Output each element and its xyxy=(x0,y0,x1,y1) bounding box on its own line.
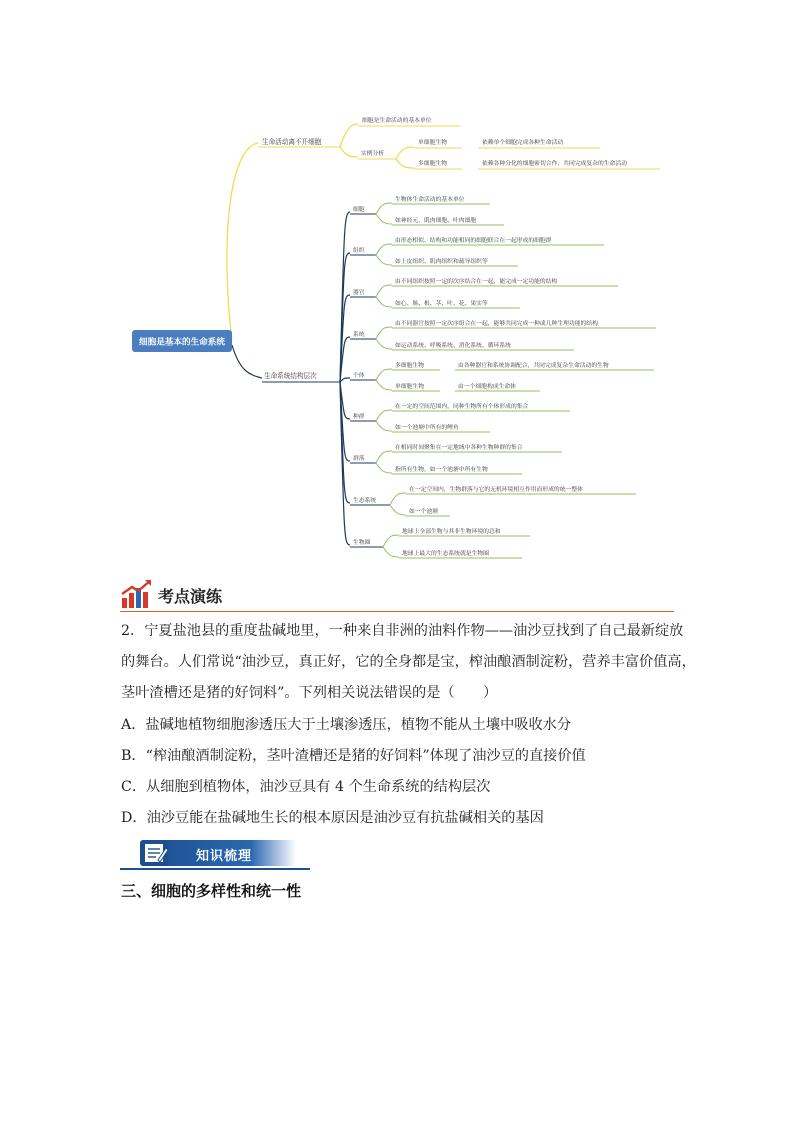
svg-text:组织: 组织 xyxy=(353,248,365,254)
svg-text:如心、肠、根、茎、叶、花、果实等: 如心、肠、根、茎、叶、花、果实等 xyxy=(395,301,488,307)
level-community xyxy=(350,443,562,474)
level-tissue xyxy=(350,236,604,266)
option-a: A．盐碱地植物细胞渗透压大于土壤渗透压，植物不能从土壤中吸收水分 xyxy=(121,716,572,733)
svg-text:在相同时间聚集在一定地域中各种生物种群的集合: 在相同时间聚集在一定地域中各种生物种群的集合 xyxy=(395,445,523,451)
svg-text:单细胞生物: 单细胞生物 xyxy=(395,384,424,390)
svg-text:群落: 群落 xyxy=(353,456,365,462)
section3-heading: 三、细胞的多样性和统一性 xyxy=(121,882,302,900)
branch1-sub1: 细胞是生命活动的基本单位 xyxy=(362,118,432,124)
svg-text:指所有生物，如一个池塘中所有生物: 指所有生物，如一个池塘中所有生物 xyxy=(395,467,488,473)
svg-text:地球上全部生物与其非生物环境的总和: 地球上全部生物与其非生物环境的总和 xyxy=(402,529,501,535)
level-individual xyxy=(350,361,654,391)
level-population xyxy=(350,402,570,432)
mindmap-root-label: 细胞是基本的生命系统 xyxy=(139,337,225,348)
notebook-pen-icon xyxy=(138,838,172,868)
svg-text:生物圈: 生物圈 xyxy=(353,540,371,546)
svg-text:器官: 器官 xyxy=(353,290,365,296)
svg-text:由不同器官按照一定次序组合在一起，能够共同完成一种或几种生理: 由不同器官按照一定次序组合在一起，能够共同完成一种或几种生理功能的结构 xyxy=(395,321,598,327)
svg-text:由各种器官和系统协调配合，共同完成复杂生命活动的生物: 由各种器官和系统协调配合，共同完成复杂生命活动的生物 xyxy=(458,363,609,369)
question-stem-line-3: 茎叶渣槽还是猪的好饲料”。下列相关说法错误的是（ ） xyxy=(121,685,498,702)
level-ecosystem xyxy=(350,485,636,516)
question-stem-line-1: 2．宁夏盐池县的重度盐碱地里，一种来自非洲的油料作物——油沙豆找到了自己最新绽放 xyxy=(121,623,684,639)
svg-text:如神经元、肌肉细胞、叶肉细胞: 如神经元、肌肉细胞、叶肉细胞 xyxy=(395,218,477,224)
branch1-sub2-child1-label: 单细胞生物 xyxy=(418,140,447,146)
knowledge-banner xyxy=(120,838,310,872)
option-b: B．“榨油酿酒制淀粉，茎叶渣槽还是猪的好饲料”体现了油沙豆的直接价值 xyxy=(121,747,586,764)
section-header xyxy=(120,578,674,614)
branch2-label: 生命系统结构层次 xyxy=(264,372,317,380)
level-connectors xyxy=(340,212,350,545)
section-divider xyxy=(120,611,674,613)
svg-text:由不同组织按照一定的次序结合在一起，能完成一定功能的结构: 由不同组织按照一定的次序结合在一起，能完成一定功能的结构 xyxy=(395,279,558,285)
svg-text:系统: 系统 xyxy=(353,332,365,338)
branch1-sub2-child2-label: 多细胞生物 xyxy=(418,161,447,167)
branch1-label: 生命活动离不开细胞 xyxy=(262,138,322,146)
svg-text:如运动系统、呼吸系统、消化系统、循环系统: 如运动系统、呼吸系统、消化系统、循环系统 xyxy=(395,343,511,349)
level-system xyxy=(350,319,656,350)
svg-text:细胞: 细胞 xyxy=(353,207,365,213)
svg-text:在一定空间内，生物群落与它的无机环境相互作用而形成的统一整体: 在一定空间内，生物群落与它的无机环境相互作用而形成的统一整体 xyxy=(409,487,583,493)
level-biosphere xyxy=(350,527,530,558)
branch1-sub2-child2-desc: 依赖各种分化的细胞密切合作，共同完成复杂的生命活动 xyxy=(482,161,627,167)
connector-branch2 xyxy=(232,345,262,378)
svg-text:由形态相似、结构和功能相同的细胞联合在一起形成的细胞群: 由形态相似、结构和功能相同的细胞联合在一起形成的细胞群 xyxy=(395,238,552,244)
svg-text:个体: 个体 xyxy=(353,373,365,379)
chart-growth-icon xyxy=(120,578,154,610)
option-c: C．从细胞到植物体，油沙豆具有 4 个生命系统的结构层次 xyxy=(121,778,491,795)
level-organ xyxy=(350,277,618,308)
svg-text:生态系统: 生态系统 xyxy=(353,498,377,504)
option-d: D．油沙豆能在盐碱地生长的根本原因是油沙豆有抗盐碱相关的基因 xyxy=(121,810,544,827)
branch1-sub2-child1-desc: 依赖单个细胞完成各种生命活动 xyxy=(482,140,564,146)
branch1-sub2: 实例分析 xyxy=(361,151,385,157)
svg-text:由一个细胞构成生命体: 由一个细胞构成生命体 xyxy=(458,384,516,390)
svg-text:生物体生命活动的基本单位: 生物体生命活动的基本单位 xyxy=(395,197,465,203)
knowledge-underline xyxy=(120,868,310,870)
question-stem-line-2: 的舞台。人们常说“油沙豆，真正好，它的全身都是宝，榨油酿酒制淀粉，营养丰富价值高， xyxy=(121,654,696,671)
svg-text:如上皮组织、肌肉组织和疏导组织等: 如上皮组织、肌肉组织和疏导组织等 xyxy=(395,259,488,265)
section-title: 考点演练 xyxy=(158,587,223,606)
question-block xyxy=(121,616,696,834)
knowledge-label: 知识梳理 xyxy=(196,849,253,864)
svg-text:如一个池塘: 如一个池塘 xyxy=(409,509,438,515)
svg-text:多细胞生物: 多细胞生物 xyxy=(395,363,424,369)
connector-branch1 xyxy=(227,143,258,340)
svg-text:地球上最大的生态系统就是生物圈: 地球上最大的生态系统就是生物圈 xyxy=(402,551,489,557)
level-cell xyxy=(350,195,504,225)
svg-text:种群: 种群 xyxy=(353,414,365,420)
svg-text:如一个池塘中所有的鲤鱼: 如一个池塘中所有的鲤鱼 xyxy=(395,425,459,431)
svg-text:在一定的空间范围内，同种生物所有个体形成的集合: 在一定的空间范围内，同种生物所有个体形成的集合 xyxy=(395,404,529,410)
